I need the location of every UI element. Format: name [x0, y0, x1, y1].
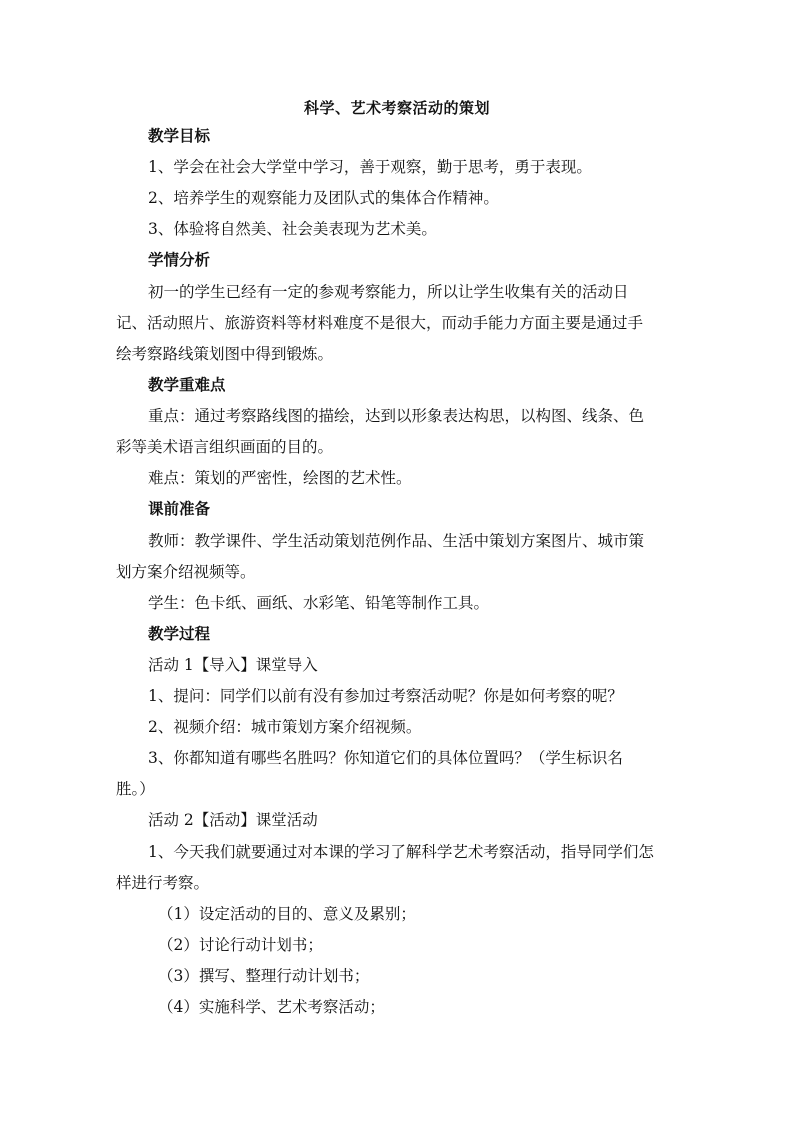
goal-2: 2、培养学生的观察能力及团队式的集体合作精神。 — [148, 189, 499, 207]
heading-process: 教学过程 — [148, 624, 211, 643]
goal-3: 3、体验将自然美、社会美表现为艺术美。 — [148, 220, 437, 238]
activity-1-item-1: 1、提问：同学们以前有没有参加过考察活动呢？你是如何考察的呢？ — [148, 687, 623, 705]
heading-student-analysis: 学情分析 — [148, 250, 211, 269]
student-prep-line: 学生：色卡纸、画纸、水彩笔、铅笔等制作工具。 — [148, 594, 490, 612]
analysis-line-1: 初一的学生已经有一定的参观考察能力，所以让学生收集有关的活动日 — [148, 283, 629, 301]
step-1: （1）设定活动的目的、意义及累别； — [158, 905, 416, 923]
step-4: （4）实施科学、艺术考察活动； — [158, 998, 385, 1016]
step-3: （3）撰写、整理行动计划书； — [158, 967, 370, 985]
step-2: （2）讨论行动计划书； — [158, 936, 323, 954]
key-point-line-1: 重点：通过考察路线图的描绘，达到以形象表达构思，以构图、线条、色 — [148, 407, 645, 425]
heading-preparation: 课前准备 — [148, 499, 211, 518]
teacher-prep-line-1: 教师：教学课件、学生活动策划范例作品、生活中策划方案图片、城市策 — [148, 532, 645, 550]
goal-1: 1、学会在社会大学堂中学习，善于观察，勤于思考，勇于表现。 — [148, 158, 592, 176]
key-point-line-2: 彩等美术语言组织画面的目的。 — [116, 438, 334, 456]
activity-1-item-3-cont: 胜。） — [116, 780, 155, 798]
heading-key-points: 教学重难点 — [148, 375, 226, 394]
difficulty-line: 难点：策划的严密性，绘图的艺术性。 — [148, 469, 412, 487]
activity-2-item-1-cont: 样进行考察。 — [116, 874, 210, 892]
activity-1-item-3: 3、你都知道有哪些名胜吗？你知道它们的具体位置吗？（学生标识名 — [148, 749, 623, 767]
teacher-prep-line-2: 划方案介绍视频等。 — [116, 563, 256, 581]
analysis-line-3: 绘考察路线策划图中得到锻炼。 — [116, 345, 334, 363]
heading-teaching-goals: 教学目标 — [148, 126, 211, 145]
activity-1-heading: 活动 1【导入】课堂导入 — [148, 656, 318, 674]
document-title: 科学、艺术考察活动的策划 — [303, 99, 490, 117]
activity-2-item-1: 1、今天我们就要通过对本课的学习了解科学艺术考察活动，指导同学们怎 — [148, 843, 654, 861]
activity-2-heading: 活动 2【活动】课堂活动 — [148, 811, 318, 829]
analysis-line-2: 记、活动照片、旅游资料等材料难度不是很大，而动手能力方面主要是通过手 — [116, 314, 644, 332]
activity-1-item-2: 2、视频介绍：城市策划方案介绍视频。 — [148, 718, 422, 736]
